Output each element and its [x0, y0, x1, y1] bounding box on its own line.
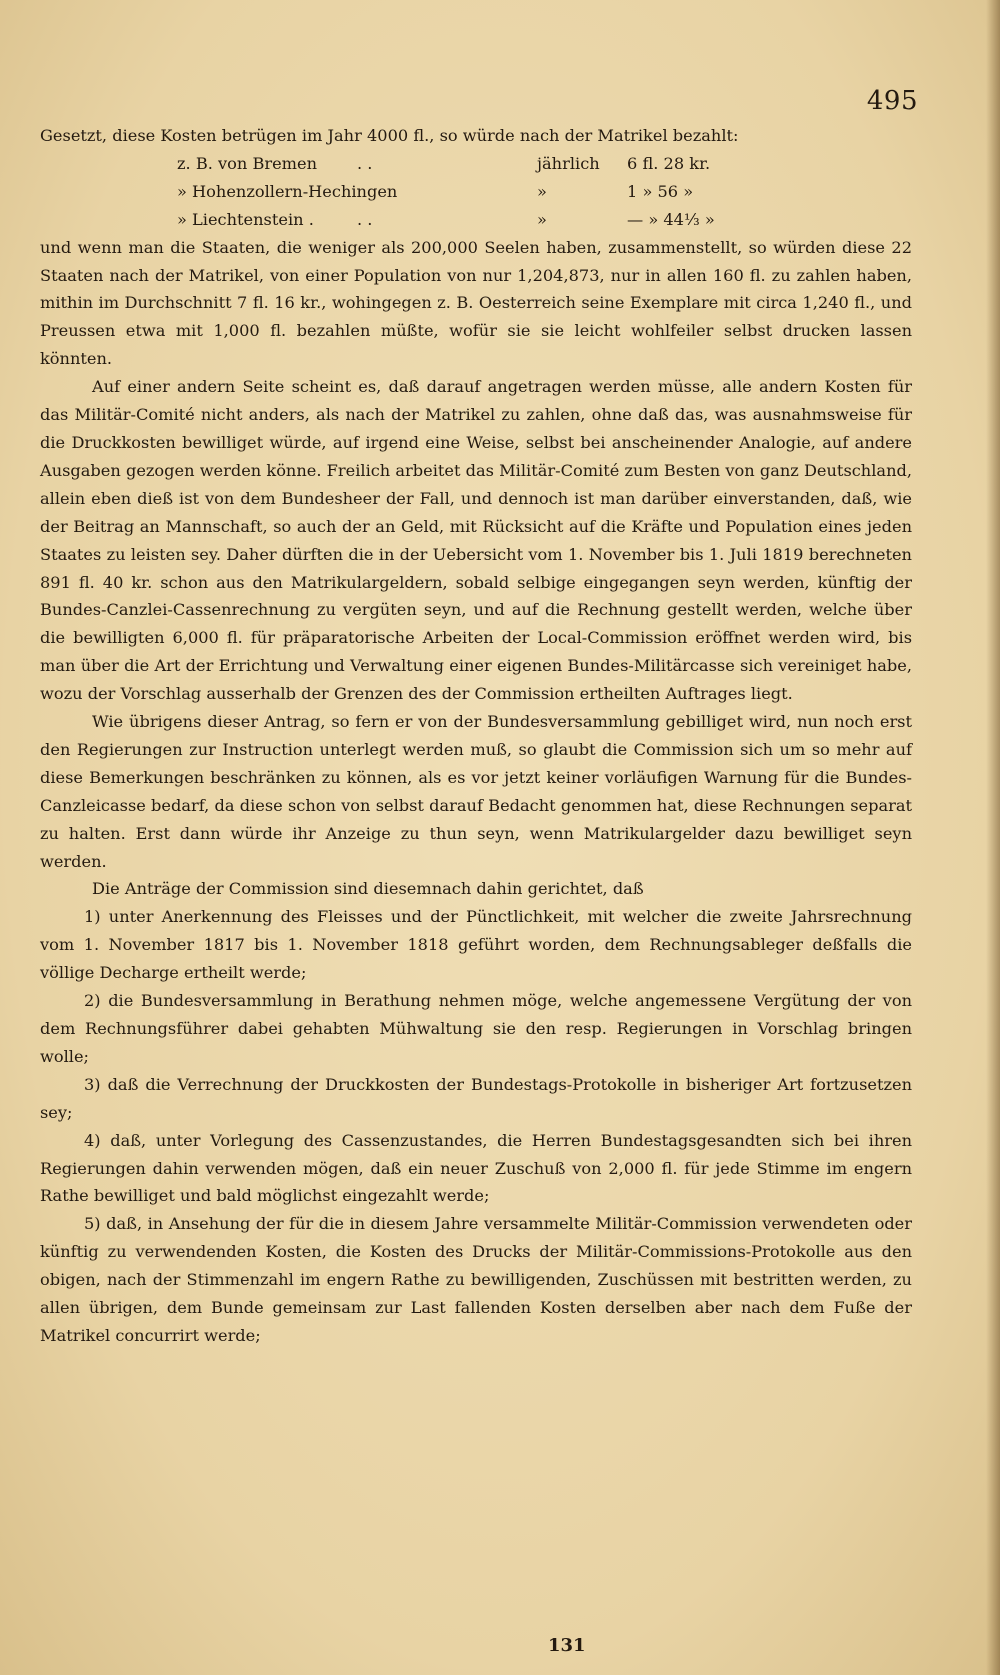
- cost-row-dots: . .: [357, 209, 373, 229]
- cost-row-value: 6 fl. 28 kr.: [627, 153, 711, 173]
- motion-item: 5) daß, in Ansehung der für die in diesem Jahre versammelte Militär-Commission verwendeten oder künftig zu verwendenden Kosten, die Kosten des Drucks der Militär-Commissions-Protokolle aus den obigen, nach der Stimmenzahl im engern Rathe zu bewilligenden, Zuschüssen mit bestritten werden, zu allen übrigen, dem Bunde gemeinsam zur Last fallenden Kosten derselben aber nach dem Fuße der Matrikel concurrirt werde;: [40, 1214, 912, 1345]
- cost-row-unit: »: [537, 181, 547, 201]
- page-number: 495: [866, 86, 918, 116]
- cost-row-liechtenstein: [40, 206, 912, 234]
- paragraph: Wie übrigens dieser Antrag, so fern er von der Bundesversammlung gebilliget wird, nun noch erst den Regierungen zur Instruction unterlegt werden muß, so glaubt die Commission sich um so mehr auf diese Bemerkungen beschränken zu können, als es vor jetzt keiner vorläufigen Warnung für die Bundes-Canzleicasse bedarf, da diese schon von selbst darauf Bedacht genommen hat, diese Rechnungen separat zu halten. Erst dann würde ihr Anzeige zu thun seyn, wenn Matrikulargelder dazu bewilliget seyn werden.: [40, 712, 912, 871]
- cost-row-unit: »: [537, 209, 547, 229]
- paragraph: und wenn man die Staaten, die weniger als 200,000 Seelen haben, zusammenstellt, so würden diese 22 Staaten nach der Matrikel, von einer Population von nur 1,204,873, nur in allen 160 fl. zu zahlen haben, mithin im Durchschnitt 7 fl. 16 kr., wohingegen z. B. Oesterreich seine Exemplare mit circa 1,240 fl., und Preussen etwa mit 1,000 fl. bezahlen müßte, wofür sie sie leicht wohlfeiler selbst drucken lassen könnten.: [40, 237, 912, 369]
- cost-row-label: » Hohenzollern-Hechingen: [177, 181, 398, 201]
- paragraph: Auf einer andern Seite scheint es, daß darauf angetragen werden müsse, alle andern Kosten für das Militär-Comité nicht anders, als nach der Matrikel zu zahlen, ohne daß das, was ausnahmsweise für die Druckkosten bewilliget würde, auf irgend eine Weise, selbst bei anscheinender Analogie, auf andere Ausgaben gezogen werden könne. Freilich arbeitet das Militär-Comité zum Besten von ganz Deutschland, allein eben dieß ist von dem Bundesheer der Fall, und dennoch ist man darüber einverstanden, daß, wie der Beitrag an Mannschaft, so auch der an Geld, mit Rücksicht auf die Kräfte und Population eines jeden Staates zu leisten sey. Daher dürften die in der Uebersicht vom 1. November bis 1. Juli 1819 berechneten 891 fl. 40 kr. schon aus den Matrikulargeldern, sobald selbige eingegangen seyn werden, künftig der Bundes-Canzlei-Cassenrechnung zu vergüten seyn, und auf die Rechnung gestellt werden, welche über die bewilligten 6,000 fl. für präparatorische Arbeiten der Local-Commission eröffnet werden wird, bis man über die Art der Errichtung und Verwaltung einer eigenen Bundes-Militärcasse sich vereiniget habe, wozu der Vorschlag ausserhalb der Grenzen des der Commission ertheilten Auftrages liegt.: [40, 377, 912, 704]
- cost-row-bremen: [40, 150, 912, 178]
- cost-row-value: — » 44⅓ »: [627, 209, 715, 229]
- paragraph: Die Anträge der Commission sind diesemnach dahin gerichtet, daß: [92, 879, 644, 899]
- opening-line: Gesetzt, diese Kosten betrügen im Jahr 4000 fl., so würde nach der Matrikel bezahlt:: [40, 126, 739, 145]
- cost-row-label: » Liechtenstein .: [177, 209, 314, 229]
- body-text: [40, 122, 912, 1350]
- motion-item: 1) unter Anerkennung des Fleisses und der Pünctlichkeit, mit welcher die zweite Jahrsrechnung vom 1. November 1817 bis 1. November 1818 geführt worden, dem Rechnungsableger deßfalls die völlige Decharge ertheilt werde;: [40, 907, 912, 983]
- page-edge-shadow: [986, 0, 1000, 1675]
- cost-row-label: z. B. von Bremen: [177, 153, 318, 173]
- motion-item: 3) daß die Verrechnung der Druckkosten der Bundestags-Protokolle in bisheriger Art fortzusetzen sey;: [40, 1074, 912, 1122]
- cost-row-dots: . .: [357, 153, 373, 173]
- motion-item: 2) die Bundesversammlung in Berathung nehmen möge, welche angemessene Vergütung der von dem Rechnungsführer dabei gehabten Mühwaltung sie den resp. Regierungen in Vorschlag bringen wolle;: [40, 991, 912, 1066]
- motion-item: 4) daß, unter Vorlegung des Cassenzustandes, die Herren Bundestagsgesandten sich bei ihren Regierungen dahin verwenden mögen, daß ein neuer Zuschuß von 2,000 fl. für jede Stimme im engern Rathe bewilliget und bald möglichst eingezahlt werde;: [40, 1130, 912, 1206]
- cost-row-hohenzollern: [40, 178, 912, 206]
- cost-row-value: 1 » 56 »: [627, 181, 694, 201]
- signature-mark: 131: [548, 1635, 586, 1656]
- cost-row-unit: jährlich: [537, 153, 600, 173]
